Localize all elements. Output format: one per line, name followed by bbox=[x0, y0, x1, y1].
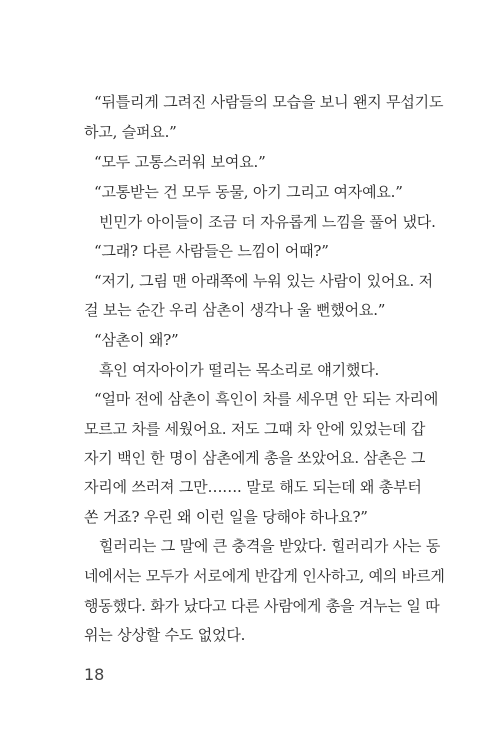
text-line: 모르고 차를 세웠어요. 저도 그때 차 안에 있었는데 갑 bbox=[84, 420, 426, 438]
text-line: “뒤틀리게 그려진 사람들의 모습을 보니 왠지 무섭기도 bbox=[94, 93, 444, 111]
text-line: 하고, 슬퍼요.” bbox=[84, 123, 177, 141]
text-line: 네에서는 모두가 서로에게 반갑게 인사하고, 예의 바르게 bbox=[84, 567, 445, 585]
text-line: 힐러리는 그 말에 큰 충격을 받았다. 힐러리가 사는 동 bbox=[99, 537, 441, 555]
text-line: 쏜 거죠? 우린 왜 이런 일을 당해야 하나요?” bbox=[84, 508, 368, 526]
text-line: 자리에 쓰러져 그만……. 말로 해도 되는데 왜 총부터 bbox=[84, 478, 422, 496]
text-line: 빈민가 아이들이 조금 더 자유롭게 느낌을 풀어 냈다. bbox=[99, 213, 436, 231]
text-line: “모두 고통스러워 보여요.” bbox=[94, 153, 266, 171]
text-line: 자기 백인 한 명이 삼촌에게 총을 쏘았어요. 삼촌은 그 bbox=[84, 449, 426, 467]
text-line: 행동했다. 화가 났다고 다른 사람에게 총을 겨누는 일 따 bbox=[84, 597, 440, 615]
text-line: “고통받는 건 모두 동물, 아기 그리고 여자예요.” bbox=[94, 183, 403, 201]
text-line: “얼마 전에 삼촌이 흑인이 차를 세우면 안 되는 자리에 bbox=[94, 390, 439, 408]
text-line: 흑인 여자아이가 떨리는 목소리로 얘기했다. bbox=[99, 361, 380, 379]
text-line: 걸 보는 순간 우리 삼촌이 생각나 울 뻔했어요.” bbox=[84, 301, 386, 319]
text-line: “저기, 그림 맨 아래쪽에 누워 있는 사람이 있어요. 저 bbox=[94, 272, 433, 290]
text-line: 위는 상상할 수도 없었다. bbox=[84, 626, 246, 644]
page-number: 18 bbox=[84, 665, 105, 684]
text-line: “삼촌이 왜?” bbox=[94, 331, 179, 349]
text-line: “그래? 다른 사람들은 느낌이 어때?” bbox=[94, 242, 329, 260]
